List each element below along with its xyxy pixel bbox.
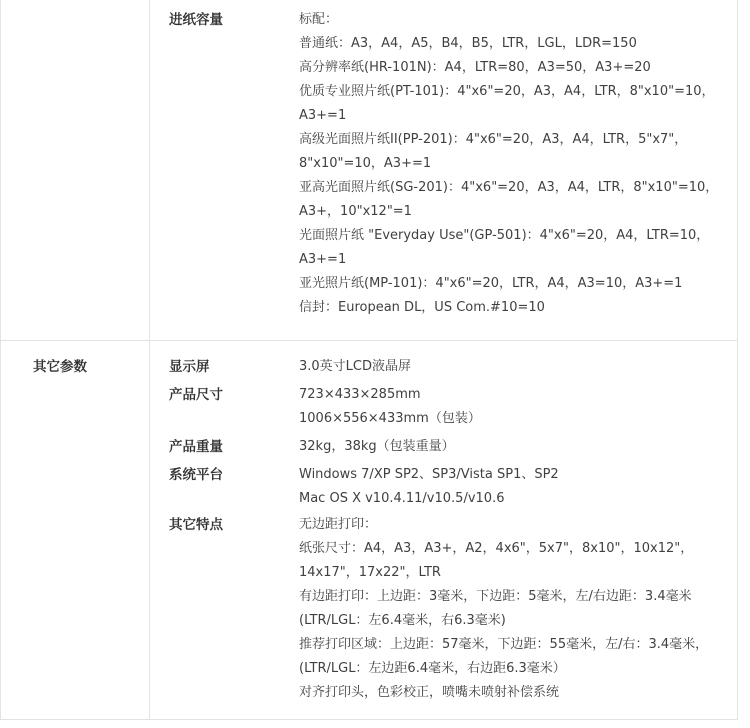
spec-line: Mac OS X v10.4.11/v10.5/v10.6	[299, 491, 505, 506]
weight-label: 产品重量	[169, 439, 223, 455]
column-divider	[149, 0, 150, 719]
platform-values	[299, 463, 729, 511]
spec-line: 3.0英寸LCD液晶屏	[299, 359, 412, 374]
spec-line: 亚高光面照片纸(SG-201)：4"x6"=20，A3，A4，LTR，8"x10"=10，	[299, 180, 719, 195]
paper-capacity-label: 进纸容量	[169, 12, 223, 28]
size-values	[299, 383, 729, 431]
spec-line: 纸张尺寸：A4，A3，A3+，A2，4x6"，5x7"，8x10"，10x12"，	[299, 541, 694, 556]
spec-line: 推荐打印区域：上边距：57毫米，下边距：55毫米，左/右：3.4毫米，	[299, 637, 709, 652]
spec-line: (LTR/LGL：左6.4毫米，右6.3毫米)	[299, 613, 506, 628]
spec-line: (LTR/LGL：左边距6.4毫米，右边距6.3毫米）	[299, 661, 566, 676]
spec-line: A3+，10"x12"=1	[299, 204, 412, 219]
spec-line: 14x17"，17x22"，LTR	[299, 565, 441, 580]
spec-line: 优质专业照片纸(PT-101)：4"x6"=20，A3，A4，LTR，8"x10"=10，	[299, 84, 715, 99]
display-label: 显示屏	[169, 359, 210, 375]
row-divider	[1, 340, 737, 341]
spec-line: 普通纸：A3，A4，A5，B4，B5，LTR，LGL，LDR=150	[299, 36, 637, 51]
spec-line: 有边距打印：上边距：3毫米，下边距：5毫米，左/右边距：3.4毫米	[299, 589, 692, 604]
spec-line: 无边距打印：	[299, 517, 378, 532]
spec-line: 光面照片纸 "Everyday Use"(GP-501)：4"x6"=20，A4，LTR=10，	[299, 228, 710, 243]
spec-line: 高级光面照片纸II(PP-201)：4"x6"=20，A3，A4，LTR，5"x7"，	[299, 132, 688, 147]
spec-line: 高分辨率纸(HR-101N)：A4，LTR=80，A3=50，A3+=20	[299, 60, 651, 75]
display-values	[299, 355, 729, 379]
features-label: 其它特点	[169, 517, 223, 533]
features-values	[299, 513, 729, 705]
spec-line: 1006×556×433mm（包装）	[299, 411, 481, 426]
spec-line: A3+=1	[299, 252, 347, 267]
paper-capacity-values	[299, 8, 729, 320]
size-label: 产品尺寸	[169, 387, 223, 403]
spec-line: 8"x10"=10，A3+=1	[299, 156, 432, 171]
spec-line: A3+=1	[299, 108, 347, 123]
platform-label: 系统平台	[169, 467, 223, 483]
spec-line: 亚光照片纸(MP-101)：4"x6"=20，LTR，A4，A3=10，A3+=1	[299, 276, 683, 291]
spec-line: Windows 7/XP SP2、SP3/Vista SP1、SP2	[299, 467, 559, 482]
spec-line: 32kg，38kg（包装重量）	[299, 439, 455, 454]
other-params-label: 其它参数	[33, 359, 87, 375]
spec-line: 信封：European DL，US Com.#10=10	[299, 300, 545, 315]
spec-line: 标配：	[299, 12, 339, 27]
spec-line: 723×433×285mm	[299, 387, 421, 402]
spec-line: 对齐打印头，色彩校正，喷嘴未喷射补偿系统	[299, 685, 560, 700]
weight-values	[299, 435, 729, 459]
